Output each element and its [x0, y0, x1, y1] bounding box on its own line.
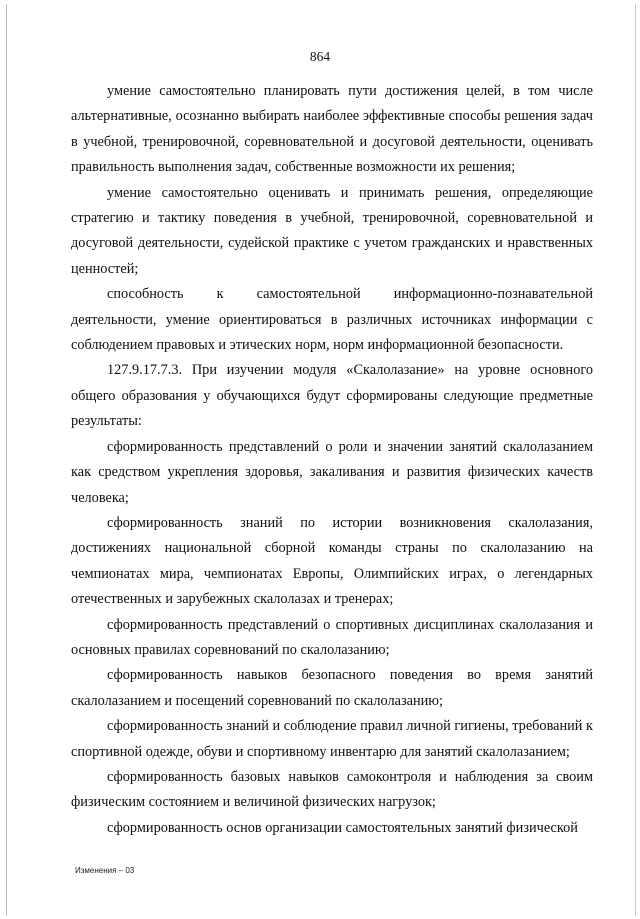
paragraph: умение самостоятельно оценивать и принимать решения, определяющие стратегию и тактику поведения в учебной, тренировочной, соревновательной и досуговой деятельности, судейской практике с учетом гражданских и нравственных ценностей;	[71, 184, 593, 277]
paragraph: умение самостоятельно планировать пути достижения целей, в том числе альтернативные, осознанно выбирать наиболее эффективные способы решения задач в учебной, тренировочной, соревновательной и досуговой деятельности, оценивать правильность выполнения задач, собственные возможности их решения;	[71, 83, 593, 176]
paragraph: сформированность знаний и соблюдение правил личной гигиены, требований к спортивной одежде, обуви и спортивному инвентарю для занятий скалолазанием;	[71, 718, 593, 760]
page-number: 864	[309, 49, 331, 64]
paragraph: способность к самостоятельной информационно-познавательной деятельности, умение ориентироваться в различных источниках информации с соблюдением правовых и этических норм, норм информационной безопасности.	[71, 286, 593, 354]
footer-revision-note: Изменения – 03	[75, 866, 135, 875]
paragraph: сформированность знаний по истории возникновения скалолазания, достижениях национальной сборной команды страны по скалолазанию на чемпионатах мира, чемпионатах Европы, Олимпийских играх, о легендарных отечественных и зарубежных скалолазах и тренерах;	[71, 514, 593, 608]
paragraph: сформированность основ организации самостоятельных занятий физической	[107, 819, 578, 836]
paragraph: сформированность базовых навыков самоконтроля и наблюдения за своим физическим состоянием и величиной физических нагрузок;	[71, 768, 593, 811]
paragraph: сформированность навыков безопасного поведения во время занятий скалолазанием и посещений соревнований по скалолазанию;	[71, 667, 593, 709]
paragraph: 127.9.17.7.3. При изучении модуля «Скалолазание» на уровне основного общего образования у обучающихся будут сформированы следующие предметные результаты:	[71, 362, 593, 430]
paragraph: сформированность представлений о спортивных дисциплинах скалолазания и основных правилах соревнований по скалолазанию;	[71, 616, 593, 658]
paragraph: сформированность представлений о роли и значении занятий скалолазанием как средством укрепления здоровья, закаливания и развития физических качеств человека;	[71, 438, 593, 506]
body-text	[71, 79, 593, 841]
